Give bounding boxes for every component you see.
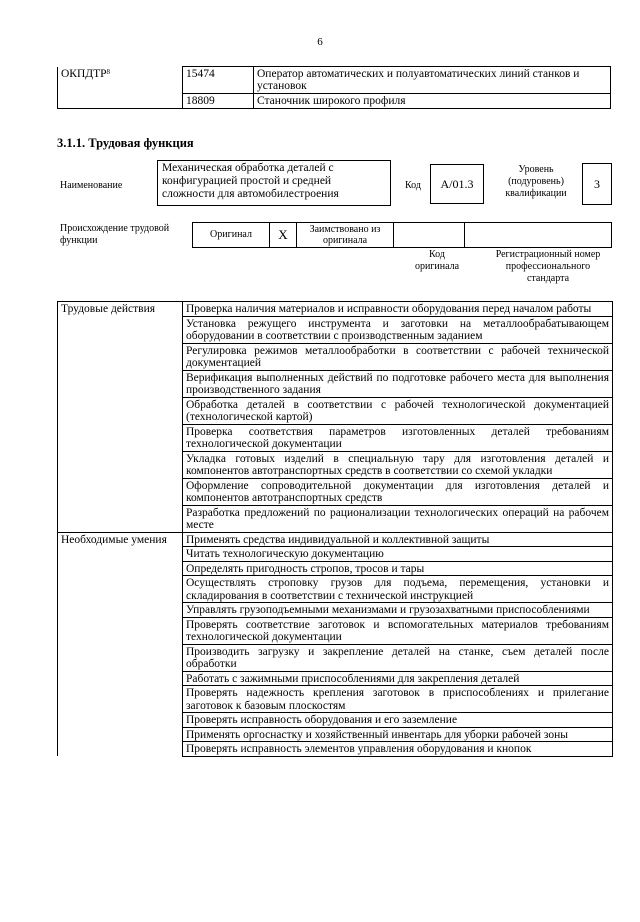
table-row xyxy=(58,316,613,343)
table-row xyxy=(58,478,613,505)
original-code-cell xyxy=(394,223,465,248)
table-row xyxy=(58,603,613,618)
labor-action-item: Разработка предложений по рационализации технологических операций на рабочем месте xyxy=(183,505,613,532)
section-title: 3.1.1. Трудовая функция xyxy=(57,136,194,150)
labor-action-item: Обработка деталей в соответствии с рабочей технологической документацией (технологической картой) xyxy=(183,397,613,424)
labor-function-table xyxy=(57,301,613,757)
category-continuation xyxy=(58,397,183,424)
table-row xyxy=(58,370,613,397)
qualification-level-label: Уровень (подуровень) квалификации xyxy=(505,164,567,199)
okpdtr-row xyxy=(58,94,611,109)
okpdtr-code: 15474 xyxy=(183,67,254,94)
skill-item: Определять пригодность стропов, тросов и тары xyxy=(183,561,613,576)
skill-item: Применять оргоснастку и хозяйственный инвентарь для уборки рабочей зоны xyxy=(183,727,613,742)
labor-action-item: Проверка наличия материалов и исправности оборудования перед началом работы xyxy=(183,302,613,317)
category-continuation xyxy=(58,686,183,713)
category-continuation xyxy=(58,617,183,644)
table-row xyxy=(58,576,613,603)
category-continuation xyxy=(58,727,183,742)
okpdtr-label-empty xyxy=(58,94,183,109)
labor-action-item: Проверка соответствия параметров изготовленных деталей требованиям технологической документации xyxy=(183,424,613,451)
category-continuation xyxy=(58,424,183,451)
page-number: 6 xyxy=(317,36,323,48)
table-row xyxy=(58,343,613,370)
table-row xyxy=(58,617,613,644)
category-continuation xyxy=(58,576,183,603)
category-continuation xyxy=(58,343,183,370)
registration-number-caption: Регистрационный номер профессионального стандарта xyxy=(495,249,601,284)
labor-action-item: Установка режущего инструмента и заготовки на металлообрабатывающем оборудовании в соответствии с производственным заданием xyxy=(183,316,613,343)
skill-item: Проверять исправность элементов управления оборудования и кнопок xyxy=(183,742,613,757)
okpdtr-name: Оператор автоматических и полуавтоматических линий станков и установок xyxy=(254,67,611,94)
okpdtr-row xyxy=(58,67,611,94)
labor-actions-category: Трудовые действия xyxy=(58,302,183,317)
category-continuation xyxy=(58,713,183,728)
function-code-label: Код xyxy=(405,180,421,191)
origin-table xyxy=(192,222,612,248)
category-continuation xyxy=(58,370,183,397)
table-row xyxy=(58,302,613,317)
code-original-caption: Код оригинала xyxy=(414,249,460,272)
skill-item: Работать с зажимными приспособлениями для закрепления деталей xyxy=(183,671,613,686)
okpdtr-table xyxy=(57,66,611,109)
borrowed-label: Заимствовано из оригинала xyxy=(297,223,394,248)
okpdtr-label-text: ОКПДТР xyxy=(61,67,107,80)
origin-label: Происхождение трудовой функции xyxy=(60,223,170,246)
table-row xyxy=(58,451,613,478)
category-continuation xyxy=(58,561,183,576)
labor-action-item: Укладка готовых изделий в специальную тару для изготовления деталей и компонентов автотранспортных средств в соответствии со схемой укладки xyxy=(183,451,613,478)
labor-action-item: Оформление сопроводительной документации для изготовления деталей и компонентов автотранспортных средств xyxy=(183,478,613,505)
skill-item: Проверять надежность крепления заготовок в приспособлениях и прилегание заготовок к базовым плоскостям xyxy=(183,686,613,713)
skill-item: Управлять грузоподъемными механизмами и грузозахватными приспособлениями xyxy=(183,603,613,618)
table-row xyxy=(58,671,613,686)
okpdtr-name: Станочник широкого профиля xyxy=(254,94,611,109)
table-row xyxy=(58,561,613,576)
skill-item: Применять средства индивидуальной и коллективной защиты xyxy=(183,532,613,547)
table-row xyxy=(58,686,613,713)
table-row xyxy=(58,505,613,532)
table-row xyxy=(58,532,613,547)
table-row xyxy=(58,727,613,742)
function-code-value: A/01.3 xyxy=(430,164,484,204)
skills-category: Необходимые умения xyxy=(58,532,183,547)
okpdtr-footnote: 8 xyxy=(106,67,111,76)
okpdtr-label xyxy=(58,67,183,94)
labor-action-item: Регулировка режимов металлообработки в соответствии с рабочей технической документацией xyxy=(183,343,613,370)
table-row xyxy=(58,644,613,671)
original-mark: X xyxy=(270,223,297,248)
origin-row xyxy=(193,223,612,248)
category-continuation xyxy=(58,547,183,562)
qualification-level-value: 3 xyxy=(582,163,612,205)
table-row xyxy=(58,713,613,728)
skill-item: Проверять исправность оборудования и его заземление xyxy=(183,713,613,728)
table-row xyxy=(58,397,613,424)
category-continuation xyxy=(58,451,183,478)
table-row xyxy=(58,742,613,757)
labor-action-item: Верификация выполненных действий по подготовке рабочего места для выполнения производственного задания xyxy=(183,370,613,397)
function-name-label: Наименование xyxy=(60,180,123,191)
category-continuation xyxy=(58,316,183,343)
category-continuation xyxy=(58,742,183,757)
skill-item: Читать технологическую документацию xyxy=(183,547,613,562)
skill-item: Проверять соответствие заготовок и вспомогательных материалов требованиям технологической документации xyxy=(183,617,613,644)
category-continuation xyxy=(58,671,183,686)
category-continuation xyxy=(58,505,183,532)
category-continuation xyxy=(58,603,183,618)
function-name-value: Механическая обработка деталей с конфигурацией простой и средней сложности для автомобилестроения xyxy=(157,160,391,206)
okpdtr-code: 18809 xyxy=(183,94,254,109)
table-row xyxy=(58,424,613,451)
category-continuation xyxy=(58,644,183,671)
registration-number-cell xyxy=(465,223,612,248)
skill-item: Осуществлять строповку грузов для подъема, перемещения, установки и складирования в соответствии с технической инструкцией xyxy=(183,576,613,603)
original-label: Оригинал xyxy=(193,223,270,248)
table-row xyxy=(58,547,613,562)
skill-item: Производить загрузку и закрепление деталей на станке, съем деталей после обработки xyxy=(183,644,613,671)
category-continuation xyxy=(58,478,183,505)
